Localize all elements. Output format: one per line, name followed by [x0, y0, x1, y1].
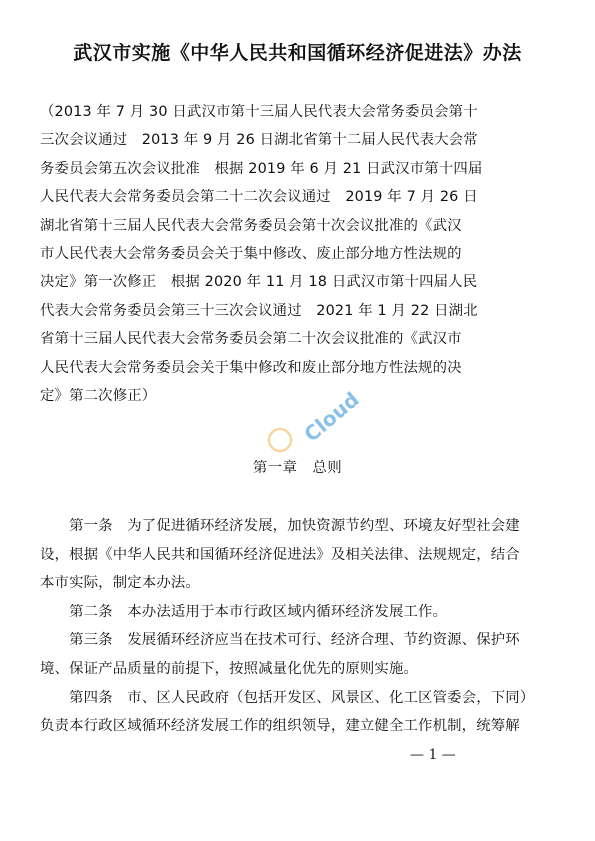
page-number: — 1 —: [410, 747, 456, 763]
preamble-line: 省第十三届人民代表大会常务委员会第二十次会议批准的《武汉市: [40, 331, 462, 348]
preamble-line: 人民代表大会常务委员会关于集中修改和废止部分地方性法规的决: [40, 359, 462, 376]
watermark-ring-icon: [269, 429, 291, 451]
preamble-line: 湖北省第十三届人民代表大会常务委员会第十次会议批准的《武汉: [40, 217, 462, 234]
preamble-line: 务委员会第五次会议批准 根据 2019 年 6 月 21 日武汉市第十四届: [40, 160, 483, 177]
document-title: 武汉市实施《中华人民共和国循环经济促进法》办法: [73, 42, 522, 64]
article-line: 境、保证产品质量的前提下，按照减量化优先的原则实施。: [40, 660, 419, 677]
preamble-line: 三次会议通过 2013 年 9 月 26 日湖北省第十二届人民代表大会常: [40, 132, 478, 149]
article-line: 设，根据《中华人民共和国循环经济促进法》及相关法律、法规规定，结合: [40, 546, 520, 563]
article-line: 负责本行政区域循环经济发展工作的组织领导，建立健全工作机制，统筹解: [40, 718, 520, 735]
preamble-line: 决定》第一次修正 根据 2020 年 11 月 18 日武汉市第十四届人民: [40, 274, 478, 291]
preamble-line: （2013 年 7 月 30 日武汉市第十三届人民代表大会常务委员会第十: [40, 104, 478, 120]
preamble: [40, 98, 560, 410]
watermark-text: Cloud: [299, 387, 364, 447]
preamble-line: 定》第二次修正）: [40, 387, 157, 404]
article-line: 第四条 市、区人民政府（包括开发区、风景区、化工区管委会，下同）: [40, 689, 535, 706]
preamble-line: 市人民代表大会常务委员会关于集中修改、废止部分地方性法规的: [40, 245, 462, 262]
article-line: 本市实际，制定本办法。: [40, 575, 200, 592]
preamble-line: 人民代表大会常务委员会第二十二次会议通过 2019 年 7 月 26 日: [40, 189, 478, 206]
cloud-watermark-logo: [258, 368, 368, 468]
article-line: 第二条 本办法适用于本市行政区域内循环经济发展工作。: [40, 603, 448, 620]
article-line: 第一条 为了促进循环经济发展，加快资源节约型、环境友好型社会建: [40, 518, 520, 534]
chapter-heading: 第一章 总则: [252, 460, 343, 476]
article-line: 第三条 发展循环经济应当在技术可行、经济合理、节约资源、保护环: [40, 632, 520, 649]
preamble-line: 代表大会常务委员会第三十三次会议通过 2021 年 1 月 22 日湖北: [40, 302, 478, 319]
articles-body: [40, 512, 560, 741]
